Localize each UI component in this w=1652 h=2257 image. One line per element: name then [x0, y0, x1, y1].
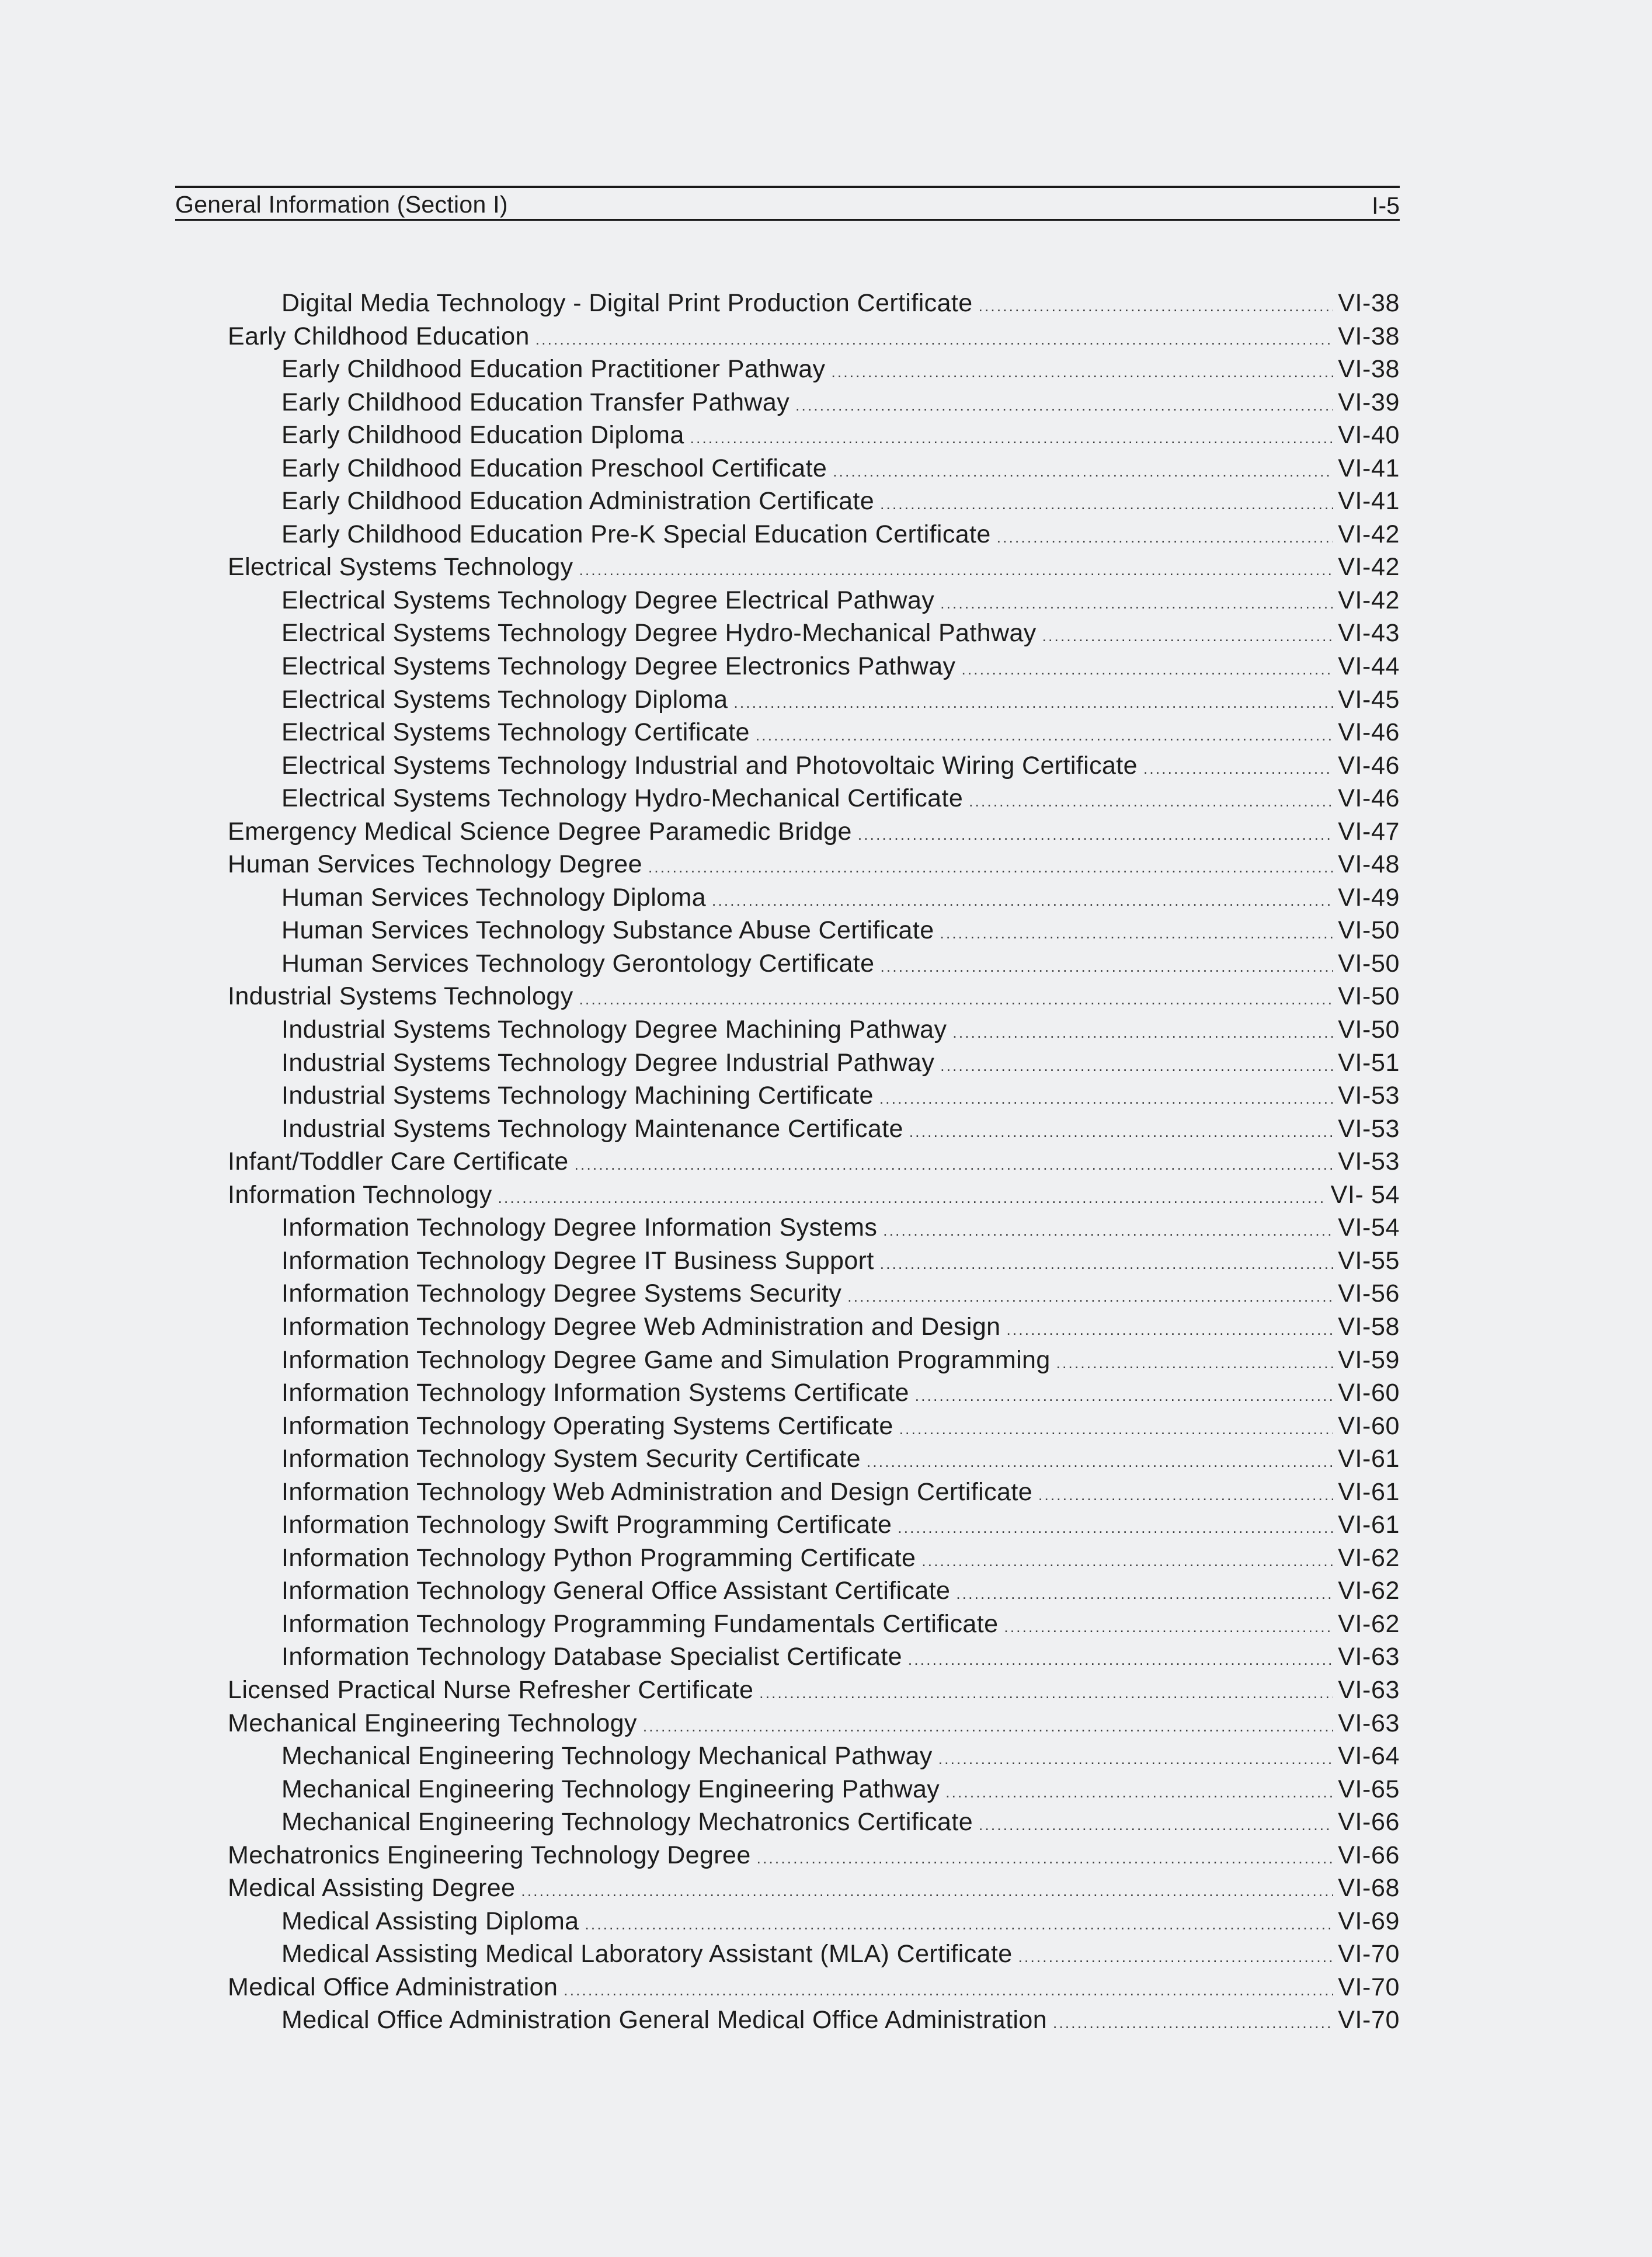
toc-entry: [228, 749, 1400, 783]
toc-entry-title: Mechatronics Engineering Technology Degree: [228, 1841, 751, 1869]
toc-entry-page: VI-64: [1338, 1742, 1400, 1771]
toc-entry-page: VI-60: [1338, 1411, 1400, 1440]
toc-entry: [228, 1806, 1400, 1839]
toc-entry: [228, 1476, 1400, 1509]
toc-entry-page: VI-45: [1338, 685, 1400, 714]
toc-entry-page: VI-47: [1338, 817, 1400, 846]
dot-leader: [756, 719, 1333, 752]
toc-entry-page: VI-42: [1338, 586, 1400, 614]
toc-entry: [228, 1608, 1400, 1641]
toc-entry-title: Electrical Systems Technology Diploma: [281, 685, 728, 714]
toc-entry-title: Early Childhood Education Practitioner Pathway: [281, 355, 826, 384]
toc-entry-title: Human Services Technology Substance Abuse Certificate: [281, 916, 934, 945]
toc-entry: [228, 1839, 1400, 1872]
toc-entry: [228, 1178, 1400, 1212]
dot-leader: [1004, 1611, 1333, 1644]
toc-entry-title: Emergency Medical Science Degree Paramedic Bridge: [228, 817, 852, 846]
dot-leader: [921, 1545, 1333, 1578]
toc-entry: [228, 650, 1400, 683]
toc-entry-page: VI-55: [1338, 1246, 1400, 1275]
dot-leader: [938, 1743, 1333, 1776]
dot-leader: [1006, 1313, 1333, 1347]
page-number: I-5: [1372, 192, 1400, 219]
dot-leader: [945, 1776, 1333, 1809]
dot-leader: [1042, 620, 1334, 653]
toc-entry-page: VI-56: [1338, 1279, 1400, 1308]
toc-entry: [228, 584, 1400, 617]
toc-entry-title: Early Childhood Education: [228, 322, 530, 350]
toc-entry-title: Digital Media Technology - Digital Print Production Certificate: [281, 289, 973, 317]
dot-leader: [1053, 2006, 1333, 2040]
toc-entry: [228, 716, 1400, 749]
toc-entry-title: Early Childhood Education Transfer Pathway: [281, 388, 790, 416]
toc-entry: [228, 419, 1400, 452]
dot-leader: [880, 1247, 1333, 1281]
toc-entry: [228, 1971, 1400, 2004]
toc-entry: [228, 320, 1400, 353]
toc-entry-title: Mechanical Engineering Technology Mechatronics Certificate: [281, 1808, 973, 1837]
toc-entry-title: Industrial Systems Technology Maintenance Certificate: [281, 1114, 903, 1143]
dot-leader: [898, 1511, 1333, 1545]
toc-entry-page: VI-39: [1338, 388, 1400, 416]
toc-entry-page: VI-62: [1338, 1543, 1400, 1572]
toc-entry: [228, 1310, 1400, 1344]
toc-entry-page: VI-65: [1338, 1775, 1400, 1803]
dot-leader: [880, 950, 1333, 983]
table-of-contents: [228, 287, 1400, 2037]
toc-entry-title: Electrical Systems Technology Degree Electrical Pathway: [281, 586, 935, 614]
toc-entry: [228, 1079, 1400, 1112]
toc-entry-page: VI-38: [1338, 322, 1400, 350]
toc-entry-title: Electrical Systems Technology: [228, 553, 573, 582]
toc-entry-page: VI-50: [1338, 916, 1400, 945]
dot-leader: [564, 1974, 1333, 2007]
toc-entry-page: VI-70: [1338, 1973, 1400, 2001]
dot-leader: [979, 290, 1334, 323]
toc-entry-page: VI-46: [1338, 784, 1400, 813]
dot-leader: [831, 356, 1333, 389]
toc-entry-page: VI-48: [1338, 850, 1400, 879]
toc-entry: [228, 1740, 1400, 1773]
toc-entry: [228, 1211, 1400, 1244]
toc-entry-title: Medical Assisting Degree: [228, 1874, 516, 1903]
dot-leader: [880, 488, 1333, 521]
toc-entry: [228, 1046, 1400, 1080]
toc-entry-title: Medical Office Administration General Medical Office Administration: [281, 2006, 1048, 2035]
toc-entry-title: Early Childhood Education Preschool Certificate: [281, 454, 827, 482]
toc-entry-title: Information Technology Information Systems Certificate: [281, 1379, 909, 1407]
dot-leader: [956, 1577, 1333, 1611]
section-title: General Information (Section I): [175, 191, 508, 218]
toc-entry-page: VI-54: [1338, 1213, 1400, 1242]
toc-entry: [228, 1773, 1400, 1806]
toc-entry-title: Early Childhood Education Administration Certificate: [281, 487, 875, 516]
dot-leader: [961, 653, 1333, 686]
toc-entry: [228, 1410, 1400, 1443]
toc-entry-page: VI-51: [1338, 1048, 1400, 1077]
toc-entry-title: Early Childhood Education Pre-K Special Education Certificate: [281, 520, 991, 548]
toc-entry: [228, 1442, 1400, 1476]
toc-entry-title: Mechanical Engineering Technology Engineering Pathway: [281, 1775, 940, 1803]
toc-entry: [228, 1508, 1400, 1542]
toc-entry: [228, 1905, 1400, 1938]
toc-entry: [228, 1376, 1400, 1410]
toc-entry-page: VI-53: [1338, 1114, 1400, 1143]
toc-entry: [228, 1344, 1400, 1377]
toc-entry-title: Electrical Systems Technology Industrial and Photovoltaic Wiring Certificate: [281, 751, 1138, 780]
toc-entry: [228, 287, 1400, 320]
toc-entry-page: VI-40: [1338, 421, 1400, 450]
toc-entry-page: VI-62: [1338, 1609, 1400, 1638]
toc-entry-title: Information Technology Degree Information Systems: [281, 1213, 878, 1242]
toc-entry-title: Information Technology System Security Certificate: [281, 1445, 861, 1473]
toc-entry-page: VI-68: [1338, 1874, 1400, 1903]
toc-entry-title: Human Services Technology Diploma: [281, 883, 707, 912]
toc-entry: [228, 782, 1400, 815]
toc-entry: [228, 848, 1400, 881]
dot-leader: [585, 1908, 1333, 1941]
dot-leader: [579, 983, 1334, 1016]
toc-entry-title: Information Technology Python Programming Certificate: [281, 1543, 916, 1572]
dot-leader: [940, 1049, 1333, 1083]
dot-leader: [867, 1445, 1333, 1479]
toc-entry-title: Information Technology: [228, 1180, 492, 1209]
dot-leader: [952, 1016, 1333, 1049]
toc-entry: [228, 947, 1400, 980]
dot-leader: [940, 587, 1333, 620]
toc-entry: [228, 1013, 1400, 1046]
dot-leader: [833, 455, 1333, 488]
dot-leader: [575, 1148, 1334, 1181]
toc-entry-page: VI-61: [1338, 1445, 1400, 1473]
toc-entry-title: Information Technology Database Specialist Certificate: [281, 1643, 902, 1671]
dot-leader: [535, 323, 1333, 356]
dot-leader: [883, 1214, 1333, 1247]
toc-entry-title: Early Childhood Education Diploma: [281, 421, 684, 450]
toc-entry: [228, 815, 1400, 848]
toc-entry-title: Industrial Systems Technology: [228, 982, 573, 1011]
dot-leader: [795, 389, 1333, 422]
toc-entry: [228, 1542, 1400, 1575]
dot-leader: [1143, 752, 1333, 785]
toc-entry: [228, 485, 1400, 518]
dot-leader: [759, 1677, 1333, 1710]
toc-entry-title: Licensed Practical Nurse Refresher Certificate: [228, 1675, 754, 1704]
dot-leader: [733, 686, 1333, 719]
toc-entry-title: Industrial Systems Technology Degree Machining Pathway: [281, 1016, 947, 1044]
toc-entry-title: Industrial Systems Technology Degree Industrial Pathway: [281, 1048, 935, 1077]
dot-leader: [879, 1082, 1333, 1115]
toc-entry-page: VI-42: [1338, 520, 1400, 548]
toc-entry: [228, 1640, 1400, 1674]
toc-entry: [228, 386, 1400, 419]
toc-entry: [228, 683, 1400, 717]
dot-leader: [1038, 1479, 1333, 1512]
toc-entry-page: VI-58: [1338, 1312, 1400, 1341]
toc-entry-page: VI-63: [1338, 1709, 1400, 1737]
toc-entry-page: VI-53: [1338, 1147, 1400, 1176]
dot-leader: [915, 1379, 1333, 1413]
toc-entry-title: Mechanical Engineering Technology Mechanical Pathway: [281, 1742, 933, 1771]
toc-entry-title: Information Technology Degree IT Business Support: [281, 1246, 874, 1275]
toc-entry-page: VI-61: [1338, 1477, 1400, 1506]
dot-leader: [979, 1809, 1333, 1842]
toc-entry-page: VI-59: [1338, 1345, 1400, 1374]
toc-entry-page: VI-70: [1338, 1940, 1400, 1969]
toc-entry: [228, 1674, 1400, 1707]
dot-leader: [1056, 1347, 1334, 1380]
toc-entry-title: Medical Assisting Medical Laboratory Assistant (MLA) Certificate: [281, 1940, 1013, 1969]
toc-entry-title: Electrical Systems Technology Degree Electronics Pathway: [281, 652, 956, 681]
toc-entry-title: Electrical Systems Technology Certificate: [281, 718, 750, 747]
toc-entry: [228, 1145, 1400, 1178]
toc-entry-title: Electrical Systems Technology Degree Hydro-Mechanical Pathway: [281, 619, 1037, 648]
toc-entry-page: VI-61: [1338, 1511, 1400, 1539]
toc-entry: [228, 1277, 1400, 1310]
toc-entry-title: Human Services Technology Degree: [228, 850, 642, 879]
toc-entry-title: Information Technology General Office Assistant Certificate: [281, 1577, 951, 1605]
toc-entry: [228, 1574, 1400, 1608]
toc-entry-page: VI-50: [1338, 949, 1400, 978]
toc-entry-page: VI-50: [1338, 982, 1400, 1011]
toc-entry: [228, 881, 1400, 914]
dot-leader: [521, 1875, 1333, 1908]
toc-entry: [228, 914, 1400, 947]
toc-entry-page: VI-49: [1338, 883, 1400, 912]
toc-entry-page: VI-66: [1338, 1808, 1400, 1837]
toc-entry-title: Human Services Technology Gerontology Certificate: [281, 949, 875, 978]
toc-entry-title: Medical Office Administration: [228, 1973, 558, 2001]
toc-entry: [228, 518, 1400, 551]
toc-entry-title: Information Technology Degree Game and Simulation Programming: [281, 1345, 1051, 1374]
toc-entry-page: VI-42: [1338, 553, 1400, 582]
toc-entry-title: Medical Assisting Diploma: [281, 1907, 579, 1935]
dot-leader: [648, 851, 1333, 884]
toc-entry-page: VI-46: [1338, 751, 1400, 780]
toc-entry-title: Information Technology Degree Web Administration and Design: [281, 1312, 1001, 1341]
toc-entry-page: VI-69: [1338, 1907, 1400, 1935]
toc-entry: [228, 1707, 1400, 1740]
dot-leader: [997, 521, 1334, 554]
toc-entry-page: VI-43: [1338, 619, 1400, 648]
toc-entry-page: VI-46: [1338, 718, 1400, 747]
toc-entry: [228, 1938, 1400, 1971]
toc-entry-page: VI- 54: [1330, 1180, 1400, 1209]
toc-entry-page: VI-38: [1338, 289, 1400, 317]
toc-entry: [228, 1244, 1400, 1278]
dot-leader: [908, 1643, 1333, 1677]
dot-leader: [969, 785, 1333, 818]
toc-entry: [228, 1112, 1400, 1146]
dot-leader: [712, 884, 1333, 917]
toc-entry-title: Information Technology Operating Systems Certificate: [281, 1411, 893, 1440]
toc-entry-page: VI-66: [1338, 1841, 1400, 1869]
toc-entry: [228, 452, 1400, 485]
toc-entry-title: Industrial Systems Technology Machining Certificate: [281, 1081, 874, 1110]
dot-leader: [498, 1181, 1326, 1215]
running-header: [175, 186, 1400, 221]
toc-entry-title: Information Technology Swift Programming Certificate: [281, 1511, 892, 1539]
toc-entry: [228, 617, 1400, 650]
toc-entry-title: Information Technology Web Administration and Design Certificate: [281, 1477, 1033, 1506]
toc-entry-page: VI-70: [1338, 2006, 1400, 2035]
toc-entry-page: VI-53: [1338, 1081, 1400, 1110]
dot-leader: [643, 1710, 1333, 1743]
dot-leader: [579, 554, 1334, 587]
toc-entry-page: VI-63: [1338, 1643, 1400, 1671]
dot-leader: [940, 917, 1334, 950]
toc-entry: [228, 353, 1400, 386]
dot-leader: [899, 1413, 1334, 1446]
dot-leader: [847, 1280, 1333, 1313]
toc-entry: [228, 1872, 1400, 1905]
toc-entry-page: VI-50: [1338, 1016, 1400, 1044]
dot-leader: [757, 1842, 1334, 1875]
toc-entry-page: VI-38: [1338, 355, 1400, 384]
toc-entry-title: Infant/Toddler Care Certificate: [228, 1147, 569, 1176]
toc-entry-title: Information Technology Degree Systems Security: [281, 1279, 842, 1308]
toc-entry-title: Information Technology Programming Fundamentals Certificate: [281, 1609, 999, 1638]
toc-entry-page: VI-44: [1338, 652, 1400, 681]
dot-leader: [909, 1115, 1333, 1149]
toc-entry-page: VI-62: [1338, 1577, 1400, 1605]
toc-entry: [228, 551, 1400, 584]
dot-leader: [690, 422, 1334, 455]
toc-entry-title: Mechanical Engineering Technology: [228, 1709, 637, 1737]
dot-leader: [1018, 1940, 1334, 1974]
toc-entry-page: VI-41: [1338, 454, 1400, 482]
toc-entry: [228, 2004, 1400, 2037]
toc-entry-page: VI-41: [1338, 487, 1400, 516]
toc-entry: [228, 980, 1400, 1013]
dot-leader: [858, 818, 1333, 851]
toc-entry-page: VI-60: [1338, 1379, 1400, 1407]
toc-entry-page: VI-63: [1338, 1675, 1400, 1704]
toc-entry-title: Electrical Systems Technology Hydro-Mechanical Certificate: [281, 784, 964, 813]
